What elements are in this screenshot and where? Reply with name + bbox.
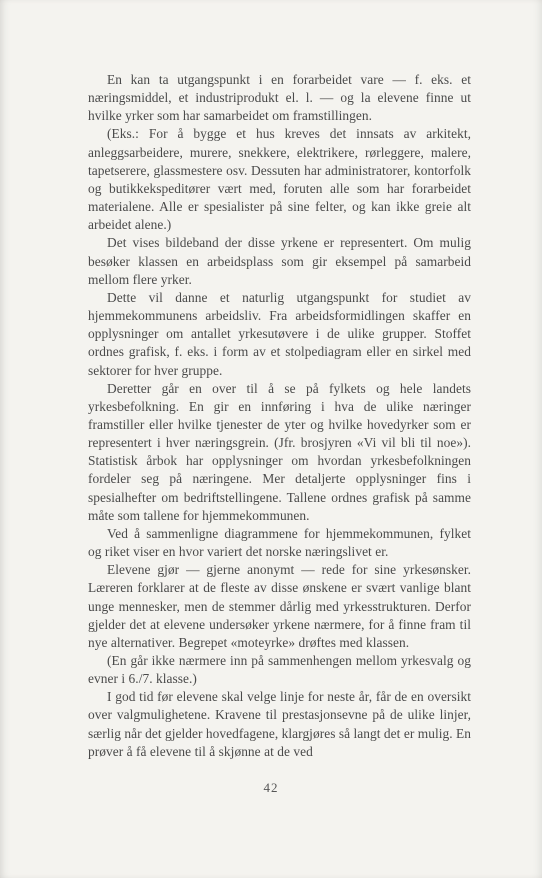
page-number: 42 [263,780,279,795]
paragraph: Elevene gjør — gjerne anonymt — rede for sine yrkesønsker. Læreren forklarer at de fleste av disse ønskene er svært vanlige blant unge mennesker, men de stemmer dårlig med yrkesstrukturen. Derfor gjelder det at elevene undersøker yrkene nærmere, for å finne fram til nye alternativer. Begrepet «moteyrke» drøftes med klassen. [88,562,471,650]
paragraph: En kan ta utgangspunkt i en forarbeidet vare — f. eks. et næringsmiddel, et industriprodukt el. l. — og la elevene finne ut hvilke yrker som har samarbeidet om framstillingen. [88,72,471,124]
paragraph: Dette vil danne et naturlig utgangspunkt for studiet av hjemmekommunens arbeidsliv. Fra arbeidsformidlingen skaffer en opplysninger om antallet yrkesutøvere i de ulike grupper. Stoffet ordnes grafisk, f. eks. i form av et stolpediagram eller en sirkel med sektorer for hver gruppe. [88,289,471,378]
paragraph: I god tid før elevene skal velge linje for neste år, får de en oversikt over valgmulighetene. Kravene til prestasjonsevne på de ulike linjer, særlig når det gjelder hovedfagene, klargjøres så langt det er mulig. En prøver å få elevene til å skjønne at de ved [88,689,472,759]
paragraph: Det vises bildeband der disse yrkene er representert. Om mulig besøker klassen en arbeidsplass som gir eksempel på samarbeid mellom flere yrker. [88,235,471,287]
paragraph: Ved å sammenligne diagrammene for hjemmekommunen, fylket og riket viser en hvor variert det norske næringslivet er. [88,525,471,560]
paragraph: (En går ikke nærmere inn på sammenhengen mellom yrkesvalg og evner i 6./7. klasse.) [88,653,471,687]
paragraph: Deretter går en over til å se på fylkets og hele landets yrkesbefolkning. En gir en innføring i hva de ulike næringer framstiller eller hvilke tjenester de yter og hvilke hovedyrker som er representert i hver næringsgrein. (Jfr. brosjyren «Vi vil bli til noe»). Statistisk årbok har opplysninger om hvordan yrkesbefolkningen fordeler seg på næringene. Mer detaljerte opplysninger fins i spesialhefter om bedriftstellingene. Tallene ordnes grafisk på samme måte som tallene for hjemmekommunen. [88,380,471,523]
paragraph: (Eks.: For å bygge et hus kreves det innsats av arkitekt, anleggsarbeidere, murere, snekkere, elektrikere, rørleggere, malere, tapetserere, glassmestere osv. Dessuten har administratorer, kontorfolk og butikkekspeditører vært med, foruten alle som har forarbeidet materialene. Alle er spesialister på sine felter, og kan ikke greie alt arbeidet alene.) [88,126,471,233]
body-text [88,71,471,761]
